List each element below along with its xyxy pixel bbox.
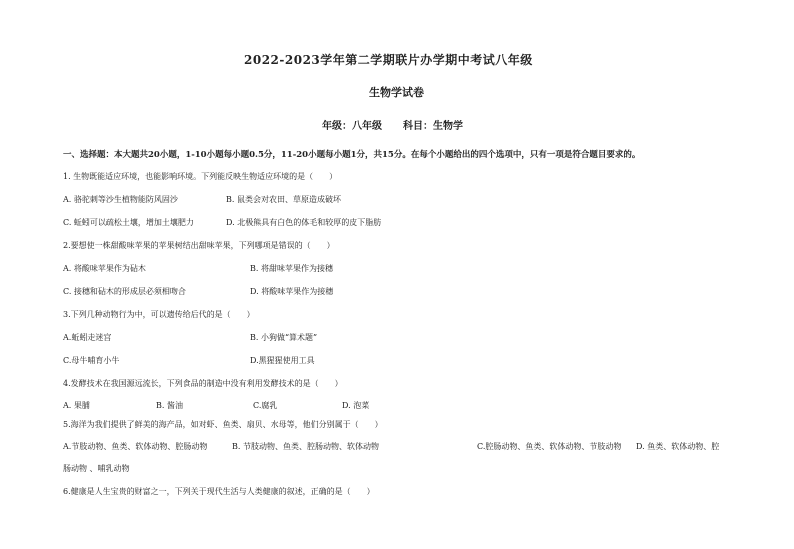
option-d: D. 北极熊具有白色的体毛和较厚的皮下脂肪 [226,218,382,227]
grade-label: 年级：八年级 [322,121,382,132]
question-stem: 1. 生物既能适应环境，也能影响环境。下列能反映生物适应环境的是（ ） [63,172,338,181]
question-stem: 4.发酵技术在我国源远流长，下列食品的制造中没有利用发酵技术的是（ ） [63,379,343,388]
option-a: A.蚯蚓走迷宫 [63,333,112,342]
question-stem: 2.要想使一株甜酸味苹果的苹果树结出甜味苹果，下列哪项是错误的（ ） [63,241,335,250]
option-d: D. 泡菜 [342,401,370,410]
option-d: D. 将酸味苹果作为接穗 [250,287,334,296]
option-c: C.腐乳 [253,401,278,410]
option-c: C.母牛哺育小牛 [63,356,120,365]
option-a: A. 将酸味苹果作为砧木 [63,264,146,273]
option-b: B. 节肢动物、鱼类、腔肠动物、软体动物 [232,442,379,451]
option-d: D. 鱼类、软体动物、腔 [636,442,720,451]
option-a: A. 骆驼刺等沙生植物能防风固沙 [63,195,178,204]
question-stem: 6.健康是人生宝贵的财富之一，下列关于现代生活与人类健康的叙述，正确的是（ ） [63,487,375,496]
option-b: B. 将甜味苹果作为接穗 [250,264,333,273]
option-c: C.腔肠动物、鱼类、软体动物、节肢动物 [477,442,622,451]
question-stem: 3.下列几种动物行为中，可以遗传给后代的是（ ） [63,310,255,319]
subject-label: 科目：生物学 [403,121,463,132]
option-b: B. 酱油 [156,401,183,410]
option-b: B. 鼠类会对农田、草原造成破坏 [226,195,341,204]
exam-title: 2022-2023学年第二学期联片办学期中考试八年级 [244,53,533,67]
question-stem: 5.海洋为我们提供了鲜美的海产品，如对虾、鱼类、扇贝、水母等，他们分别属于（ ） [63,420,383,429]
section-heading: 一、选择题：本大题共20小题，1-10小题每小题0.5分，11-20小题每小题1分，共15分。在每个小题给出的四个选项中，只有一项是符合题目要求的。 [63,150,641,160]
option-d-continued: 肠动物 、哺乳动物 [63,464,130,473]
option-d: D.黑猩猩使用工具 [250,356,315,365]
option-b: B. 小狗做“算术题” [250,333,318,342]
option-c: C. 蚯蚓可以疏松土壤，增加土壤肥力 [63,218,194,227]
option-a: A. 果脯 [63,401,90,410]
option-c: C. 接穗和砧木的形成层必须相吻合 [63,287,186,296]
option-a: A.节肢动物、鱼类、软体动物、腔肠动物 [63,442,208,451]
exam-subtitle: 生物学试卷 [369,86,424,99]
